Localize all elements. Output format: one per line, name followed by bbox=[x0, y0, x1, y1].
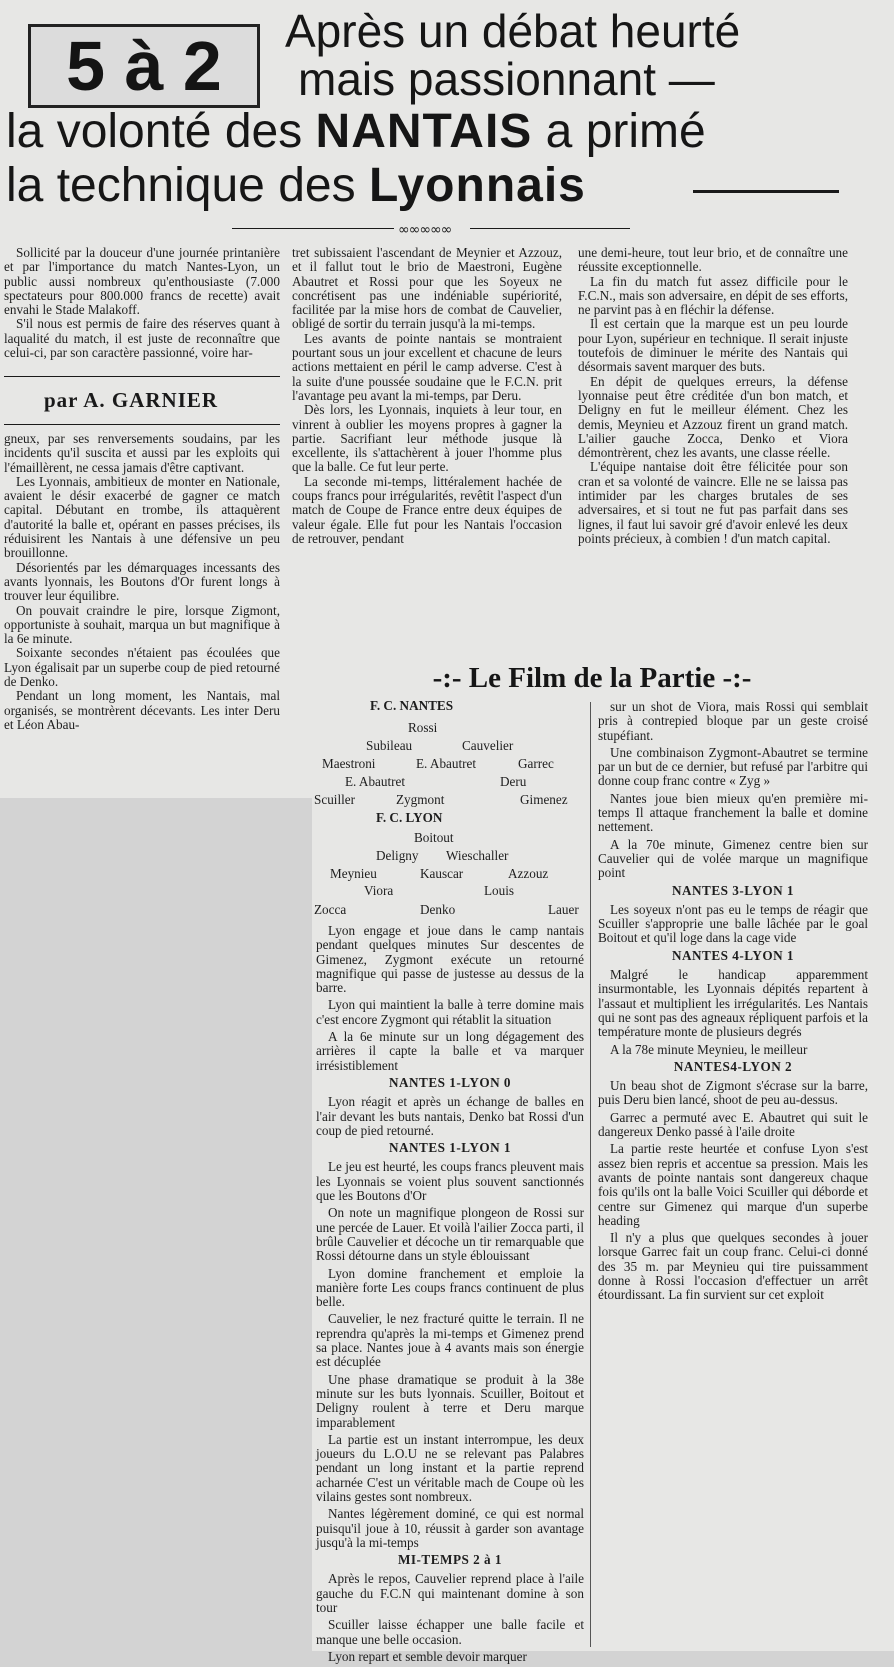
paragraph: La partie reste heurtée et confuse Lyon s'est assez bien repris et accentue sa pression. Mais les avants de pointe nantais sont dangereux chaque fois qu'ils ont la balle Voici Scuiller qui déborde et centre sur Gimenez qui marque d'un superbe heading bbox=[598, 1141, 868, 1228]
paragraph: Lyon repart et semble devoir marquer bbox=[328, 1648, 527, 1664]
article-col-3 bbox=[578, 246, 848, 546]
player: Kauscar bbox=[420, 866, 464, 881]
paragraph: La seconde mi-temps, littéralement hachée de coups francs pour irrégularités, revêtit l'aspect d'un match de Coupe de France entre deux équipes de valeur égale. Elle fut pour les Nantais l'occasion de retrouver, pendant bbox=[292, 473, 562, 546]
paragraph: S'il nous est permis de faire des réserves quant à laqualité du match, il est juste de reconnaître que celui-ci, par son caractère passionné, voire har- bbox=[4, 316, 280, 361]
paragraph: sur un shot de Viora, mais Rossi qui semblait pris à contrepied bloque par un geste croisé stupéfiant. bbox=[598, 699, 868, 743]
player: Zocca bbox=[314, 902, 347, 917]
headline-line-3-pre: la volonté des bbox=[6, 105, 303, 158]
player: Deligny bbox=[376, 848, 419, 863]
player: Louis bbox=[484, 883, 515, 898]
paragraph: Sollicité par la douceur d'une journée printanière et par l'importance du match Nantes-Lyon, un public aussi nombreux qu'enthousiaste (7.000 spectateurs pour 800.000 francs de recette) avait envahi le Stade Malakoff. bbox=[4, 245, 280, 318]
paragraph: A la 70e minute, Gimenez centre bien sur Cauvelier qui de volée marque un magnifique point bbox=[598, 836, 868, 881]
player: Zygmont bbox=[396, 792, 445, 807]
paragraph: Malgré le handicap apparemment insurmontable, les Lyonnais dépités repartent à l'assaut et multiplient les irrégularités. Les Nantais qui ne sont pas des agneaux répliquent parfois et la température monte de plusieurs degrés bbox=[598, 967, 868, 1040]
paragraph: Lyon réagit et après un échange de balles en l'air devant les buts nantais, Denko bat Rossi d'un coup de pied retourné. bbox=[316, 1094, 584, 1138]
headline-line-2: mais passionnant — bbox=[298, 53, 715, 105]
headline-lyonnais: Lyonnais bbox=[368, 159, 586, 212]
byline-rule-top bbox=[4, 376, 280, 377]
film-col-2 bbox=[598, 700, 868, 1306]
ornament-rule-left bbox=[232, 228, 394, 229]
paragraph: A la 6e minute sur un long dégagement des arrières il capte la balle et va marquer irrésistiblement bbox=[316, 1029, 584, 1073]
paragraph: Nantes joue bien mieux qu'en première mi-temps Il attaque franchement la balle et domine nettement. bbox=[598, 790, 868, 835]
film-col-1 bbox=[316, 924, 584, 1667]
paragraph: Un beau shot de Zigmont s'écrase sur la barre, puis Deru bien lancé, shoot de peu au-dessus. bbox=[598, 1078, 868, 1108]
player: Gimenez bbox=[520, 792, 568, 807]
paragraph: Il est certain que la marque est un peu lourde pour Lyon, supérieur en technique. Il serait injuste toutefois de diminuer le mérite des Nantais qui désormais savent marquer des buts. bbox=[578, 316, 848, 375]
paragraph: Les Lyonnais, ambitieux de monter en Nationale, avaient le désir exacerbé de gagner ce match capital. Débutant en trombe, ils attaquèrent d'autorité la balle et, opérant en passes précises, ils réduisirent les Nantais à une défensive un peu brouillonne. bbox=[4, 473, 280, 561]
lineup-title: F. C. LYON bbox=[376, 810, 443, 825]
player: Wieschaller bbox=[446, 848, 509, 863]
paragraph: tret subissaient l'ascendant de Meynier et Azzouz, et il fallut tout le brio de Maestroni, Eugène Abautret et Rossi pour que les Soyeux ne concrétisent pas une indéniable supériorité, facilitée par la mise hors de combat de Cauvelier, obligé de sortir du terrain jusqu'à la mi-temps. bbox=[292, 245, 562, 332]
score-heading: NANTES4-LYON 2 bbox=[673, 1058, 793, 1074]
paragraph: Les soyeux n'ont pas eu le temps de réagir que Scuiller s'approprie une balle lâchée par le goal Boitout et qu'il loge dans la cage vide bbox=[598, 901, 868, 946]
player: Scuiller bbox=[314, 792, 356, 807]
headline-line-4 bbox=[6, 158, 586, 213]
paragraph: Soixante secondes n'étaient pas écoulées que Lyon égalisait par un superbe coup de pied retourné de Denko. bbox=[4, 645, 280, 690]
paragraph: gneux, par ses renversements soudains, par les incidents qu'il suscita et aussi par les exploits qui l'émaillèrent, ne cessa jamais d'être captivant. bbox=[4, 431, 280, 475]
paragraph: Nantes légèrement dominé, ce qui est normal puisqu'il joue à 10, réussit à garder son avantage jusqu'à la mi-temps bbox=[316, 1506, 584, 1550]
score-box: 5 à 2 bbox=[28, 24, 260, 108]
paragraph: Lyon engage et joue dans le camp nantais pendant quelques minutes Sur descentes de Gimenez, Zygmont exécute un retourné magnifique qui passe de justesse au dessus de la barre. bbox=[316, 923, 584, 996]
article-col-1a bbox=[4, 246, 280, 360]
paragraph: Garrec a permuté avec E. Abautret qui suit le dangereux Denko passé à l'aile droite bbox=[598, 1109, 868, 1140]
player: Denko bbox=[420, 902, 456, 917]
paragraph: Dès lors, les Lyonnais, inquiets à leur tour, en vinrent à oublier les moyens propres à gagner la partie. Sacrifiant leur méthode jusque là excellente, ils s'attachèrent à jouer l'homme plus que la balle. Ce fut leur perte. bbox=[292, 402, 562, 475]
headline-nantais: NANTAIS bbox=[315, 105, 533, 158]
player: Meynieu bbox=[330, 866, 377, 881]
paragraph: une demi-heure, tout leur brio, et de connaître une réussite exceptionnelle. bbox=[578, 245, 848, 275]
player: Rossi bbox=[408, 720, 438, 735]
player: Maestroni bbox=[322, 756, 376, 771]
paragraph: L'équipe nantaise doit être félicitée pour son cran et sa volonté de vaincre. Elle ne se laissa pas intimider par les charges brutales de ses adversaires, et si tout ne fut pas parfait dans ses lignes, il faut lui savoir gré d'avoir enlevé les deux points précieux, à combien ! d'un match capital. bbox=[578, 459, 848, 546]
paragraph: On pouvait craindre le pire, lorsque Zigmont, opportuniste à souhait, marqua un but magnifique à la 6e minute. bbox=[4, 602, 280, 647]
paragraph: La fin du match fut assez difficile pour le F.C.N., mais son adversaire, en dépit de ses efforts, ne parvint pas à en fléchir la défense. bbox=[578, 273, 848, 318]
score-heading: NANTES 1-LYON 1 bbox=[388, 1140, 512, 1156]
paragraph: On note un magnifique plongeon de Rossi sur une percée de Lauer. Et voilà l'ailier Zocca parti, il brûle Cauvelier et décoche un tir remarquable que Rossi détourne dans un style éblouissant bbox=[316, 1205, 584, 1264]
player: Boitout bbox=[414, 830, 454, 845]
byline: par A. GARNIER bbox=[44, 388, 219, 412]
film-column-rule bbox=[590, 702, 591, 1647]
score-heading: NANTES 4-LYON 1 bbox=[671, 947, 795, 963]
player: Azzouz bbox=[508, 866, 549, 881]
player: Viora bbox=[364, 883, 394, 898]
headline-line-1: Après un débat heurté bbox=[285, 5, 741, 57]
player: E. Abautret bbox=[416, 756, 477, 771]
ornament-rule-right bbox=[470, 228, 630, 229]
paragraph: A la 78e minute Meynieu, le meilleur bbox=[610, 1041, 808, 1057]
paragraph: Cauvelier, le nez fracturé quitte le terrain. Il ne reprendra qu'après la mi-temps et Gimenez prend sa place. Nantes joue à 4 avants mais son énergie est décuplée bbox=[316, 1311, 584, 1370]
paragraph: Lyon qui maintient la balle à terre domine mais c'est encore Zygmont qui rétablit la situation bbox=[316, 997, 584, 1027]
headline-line-4-pre: la technique des bbox=[6, 159, 356, 212]
headline-line-3 bbox=[6, 104, 706, 159]
paragraph: La partie est un instant interrompue, les deux joueurs du L.O.U ne se relevant pas Palabres pendant un long instant et la partie reprend acharnée C'est un véritable mach de Coupe où les vilains gestes sont nombreux. bbox=[316, 1431, 584, 1504]
paragraph: Une phase dramatique se produit à la 38e minute sur les buts lyonnais. Scuiller, Boitout et Deligny roulent à terre et Deru marque imparablement bbox=[316, 1371, 584, 1430]
headline-line-3-post: a primé bbox=[545, 105, 706, 158]
player: Deru bbox=[500, 774, 527, 789]
score-heading: MI-TEMPS 2 à 1 bbox=[397, 1552, 503, 1568]
lineup-title: F. C. NANTES bbox=[370, 698, 454, 713]
score-heading: NANTES 3-LYON 1 bbox=[671, 882, 795, 898]
film-title: -:- Le Film de la Partie -:- bbox=[432, 662, 752, 694]
headline-rule bbox=[693, 190, 839, 193]
score-heading: NANTES 1-LYON 0 bbox=[388, 1074, 512, 1090]
paragraph: Lyon domine franchement et emploie la manière forte Les coups francs continuent de plus belle. bbox=[316, 1265, 584, 1310]
player: E. Abautret bbox=[345, 774, 406, 789]
ornament: ∞∞∞∞∞ bbox=[398, 222, 452, 238]
article-col-2 bbox=[292, 246, 562, 546]
article-col-1b bbox=[4, 432, 280, 732]
byline-rule-bottom bbox=[4, 424, 280, 425]
player: Garrec bbox=[518, 756, 554, 771]
paragraph: En dépit de quelques erreurs, la défense lyonnaise peut être créditée d'un bon match, et Deligny en fut le meilleur élément. Chez les demis, Meynieu et Azzouz firent un grand match. L'ailier gauche Zocca, Denko et Viora démontrèrent, chez les avants, une classe réelle. bbox=[578, 373, 848, 461]
paragraph: Une combinaison Zygmont-Abautret se termine par un but de ce dernier, but refusé par l'arbitre qui donne coup franc contre « Zyg » bbox=[598, 744, 868, 789]
player: Lauer bbox=[548, 902, 579, 917]
paragraph: Pendant un long moment, les Nantais, mal organisés, se montrèrent décevants. Les inter Deru et Léon Abau- bbox=[4, 688, 280, 732]
paragraph: Après le repos, Cauvelier reprend place à l'aile gauche du F.C.N qui maintenant domine à son tour bbox=[316, 1571, 584, 1616]
paragraph: Désorientés par les démarquages incessants des avants lyonnais, les Boutons d'Or furent longs à trouver leur équilibre. bbox=[4, 559, 280, 604]
paragraph: Scuiller laisse échapper une balle facile et manque une belle occasion. bbox=[316, 1617, 584, 1647]
player: Subileau bbox=[366, 738, 413, 753]
paragraph: Le jeu est heurté, les coups francs pleuvent mais les Lyonnais se voient plus souvent sanctionnés que les Boutons d'Or bbox=[316, 1159, 584, 1204]
paragraph: Il n'y a plus que quelques secondes à jouer lorsque Garrec fait un coup franc. Celui-ci donné des 35 m. par Meynieu qui tire puissamment donne à Rossi l'occasion d'effectuer un arrêt étourdissant. La fin survient sur cet exploit bbox=[598, 1230, 868, 1303]
player: Cauvelier bbox=[462, 738, 514, 753]
paragraph: Les avants de pointe nantais se montraient pourtant sous un jour excellent et chacune de leurs actions mettaient en péril le camp adverse. C'est à la suite d'une poussée soudaine que le F.C.N. prit l'avantage peu avant la mi-temps, par Deru. bbox=[292, 330, 562, 403]
